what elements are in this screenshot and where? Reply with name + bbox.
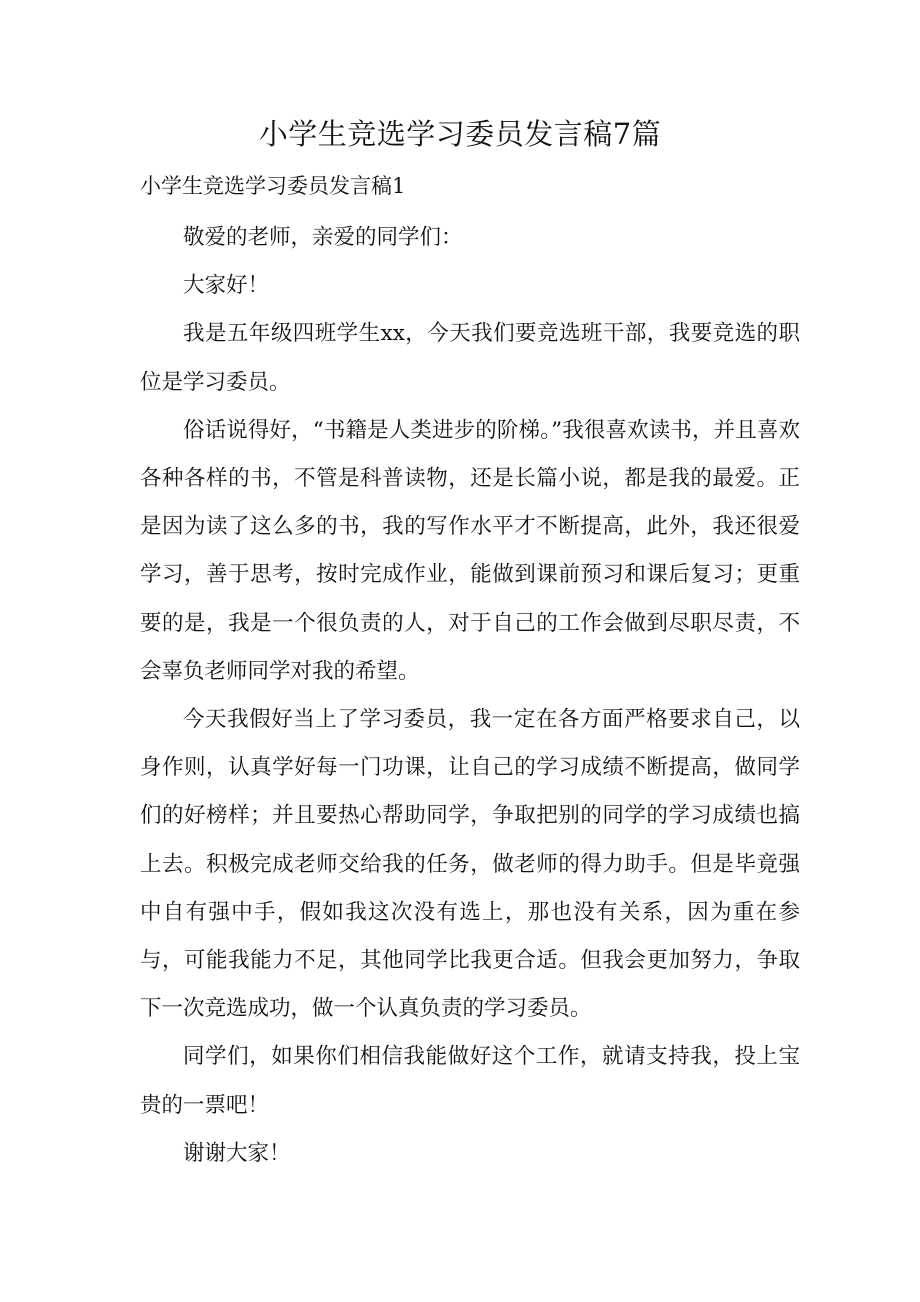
speech-body bbox=[140, 214, 800, 1178]
paragraph-salutation: 敬爱的老师，亲爱的同学们： bbox=[183, 225, 463, 250]
paragraph-greeting: 大家好！ bbox=[183, 273, 270, 299]
paragraph-introduction: 我是五年级四班学生xx，今天我们要竞选班干部，我要竞选的职位是学习委员。 bbox=[140, 321, 800, 395]
paragraph-commitment: 今天我假好当上了学习委员，我一定在各方面严格要求自己，以身作则，认真学好每一门功课，让自己的学习成绩不断提高，做同学们的好榜样；并且要热心帮助同学，争取把别的同学的学习成绩也搞上去。积极完成老师交给我的任务，做老师的得力助手。但是毕竟强中自有强中手，假如我这次没有选上，那也没有关系，因为重在参与，可能我能力不足，其他同学比我更合适。但我会更加努力，争取下一次竞选成功，做一个认真负责的学习委员。 bbox=[140, 707, 800, 1022]
page-title: 小学生竞选学习委员发言稿7篇 bbox=[258, 117, 662, 151]
section-heading: 小学生竞选学习委员发言稿1 bbox=[140, 174, 406, 198]
paragraph-strengths: 俗话说得好，“书籍是人类进步的阶梯。”我很喜欢读书，并且喜欢各种各样的书，不管是科普读物，还是长篇小说，都是我的最爱。正是因为读了这么多的书，我的写作水平才不断提高，此外，我还很爱学习，善于思考，按时完成作业，能做到课前预习和课后复习；更重要的是，我是一个很负责的人，对于自己的工作会做到尽职尽责，不会辜负老师同学对我的希望。 bbox=[140, 417, 800, 684]
paragraph-appeal: 同学们，如果你们相信我能做好这个工作，就请支持我，投上宝贵的一票吧！ bbox=[140, 1044, 800, 1118]
paragraph-closing: 谢谢大家！ bbox=[183, 1140, 291, 1166]
